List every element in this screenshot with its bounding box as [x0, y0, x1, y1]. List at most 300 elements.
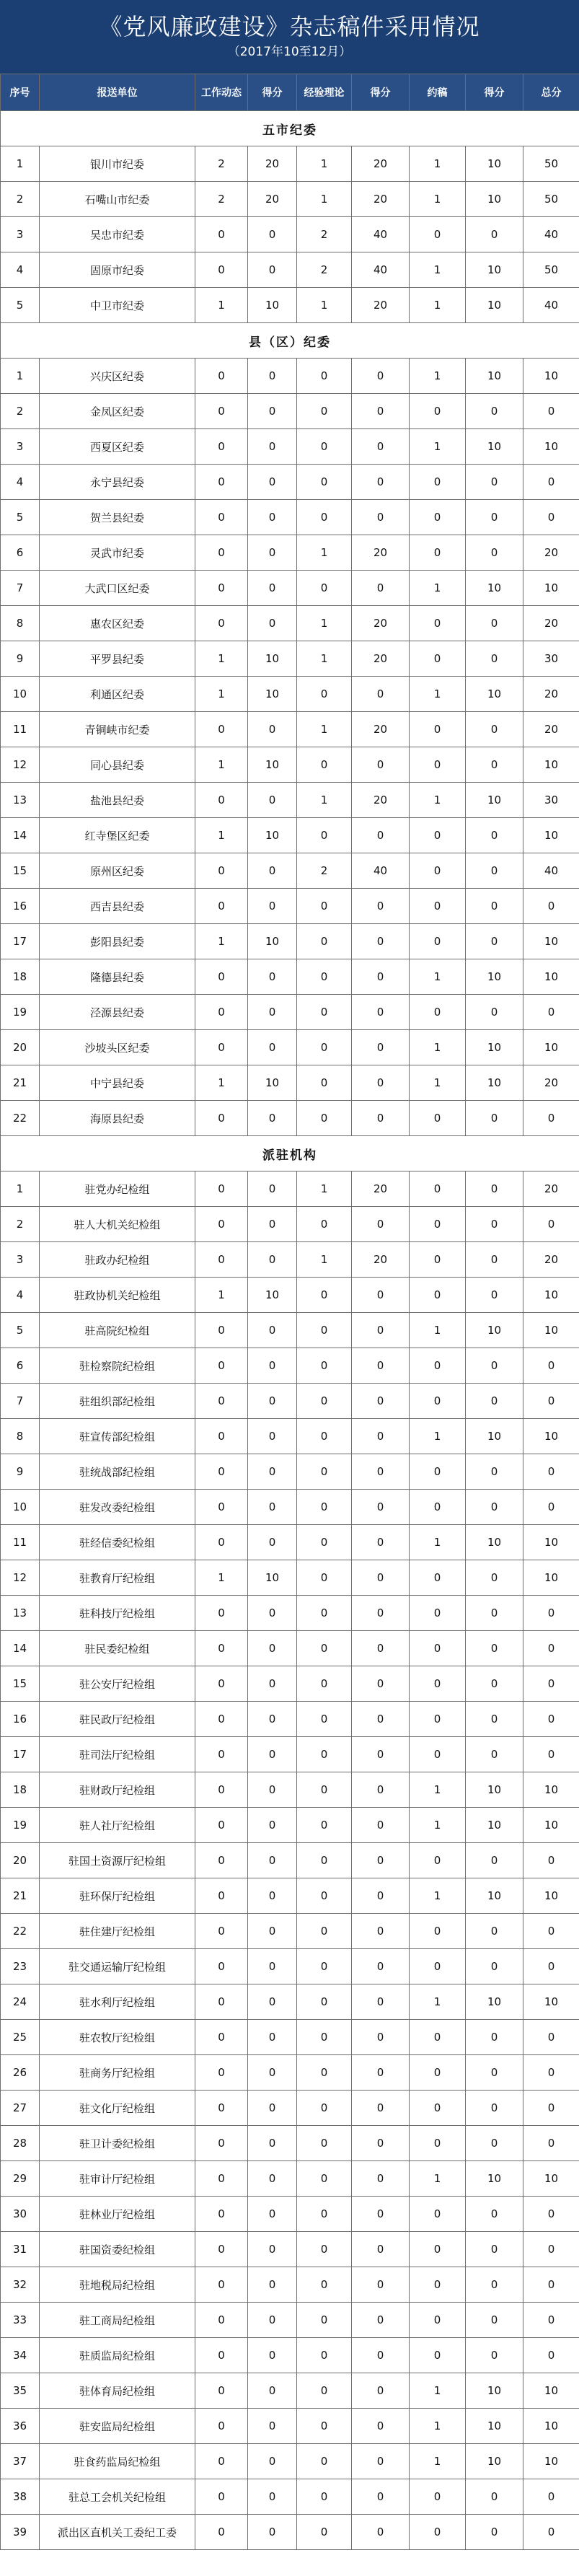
table-row — [1, 1419, 579, 1454]
row-experience-theory: 0 — [297, 995, 352, 1030]
row-work-news: 0 — [195, 712, 248, 747]
row-experience-theory: 0 — [297, 1030, 352, 1065]
row-index: 13 — [1, 1596, 40, 1631]
row-experience-theory-score: 0 — [352, 1030, 410, 1065]
row-unit: 驻公安厅纪检组 — [40, 1666, 195, 1702]
row-experience-theory-score: 0 — [352, 1737, 410, 1772]
row-commissioned: 1 — [410, 429, 466, 465]
row-experience-theory: 0 — [297, 1843, 352, 1878]
row-work-news-score: 0 — [248, 1843, 297, 1878]
row-experience-theory: 1 — [297, 535, 352, 571]
row-work-news: 0 — [195, 2373, 248, 2409]
row-experience-theory-score: 0 — [352, 1984, 410, 2020]
row-experience-theory: 0 — [297, 2232, 352, 2267]
row-work-news: 0 — [195, 1101, 248, 1136]
row-index: 38 — [1, 2479, 40, 2515]
row-commissioned-score: 0 — [466, 641, 523, 677]
row-experience-theory-score: 0 — [352, 1702, 410, 1737]
table-row — [1, 1490, 579, 1525]
row-unit: 驻国土资源厅纪检组 — [40, 1843, 195, 1878]
row-index: 22 — [1, 1914, 40, 1949]
row-experience-theory-score: 0 — [352, 2409, 410, 2444]
row-experience-theory: 0 — [297, 1313, 352, 1348]
row-experience-theory-score: 0 — [352, 2020, 410, 2055]
row-experience-theory-score: 40 — [352, 252, 410, 288]
table-row — [1, 818, 579, 853]
row-commissioned-score: 0 — [466, 1171, 523, 1207]
row-experience-theory-score: 0 — [352, 2126, 410, 2161]
row-experience-theory-score: 0 — [352, 2161, 410, 2197]
row-experience-theory: 0 — [297, 2267, 352, 2303]
row-commissioned-score: 0 — [466, 1666, 523, 1702]
row-unit: 驻民政厅纪检组 — [40, 1702, 195, 1737]
row-unit: 驻宣传部纪检组 — [40, 1419, 195, 1454]
row-experience-theory: 0 — [297, 1278, 352, 1313]
table-header-row — [1, 74, 579, 111]
row-index: 15 — [1, 853, 40, 889]
row-experience-theory-score: 0 — [352, 1631, 410, 1666]
row-work-news-score: 0 — [248, 2303, 297, 2338]
row-experience-theory-score: 0 — [352, 394, 410, 429]
row-total: 0 — [523, 1348, 579, 1384]
row-commissioned-score: 0 — [466, 924, 523, 959]
row-index: 28 — [1, 2126, 40, 2161]
row-unit: 驻组织部纪检组 — [40, 1384, 195, 1419]
row-unit: 西吉县纪委 — [40, 889, 195, 924]
row-work-news: 0 — [195, 1525, 248, 1560]
row-commissioned-score: 10 — [466, 677, 523, 712]
row-experience-theory: 0 — [297, 1772, 352, 1808]
table-row — [1, 1984, 579, 2020]
row-commissioned-score: 0 — [466, 2338, 523, 2373]
row-unit: 惠农区纪委 — [40, 606, 195, 641]
row-work-news: 0 — [195, 1666, 248, 1702]
row-unit: 银川市纪委 — [40, 146, 195, 182]
row-total: 50 — [523, 252, 579, 288]
row-commissioned-score: 0 — [466, 1596, 523, 1631]
table-row — [1, 394, 579, 429]
row-commissioned: 0 — [410, 2020, 466, 2055]
row-index: 21 — [1, 1065, 40, 1101]
row-experience-theory-score: 0 — [352, 1949, 410, 1984]
row-work-news: 0 — [195, 1384, 248, 1419]
row-index: 14 — [1, 818, 40, 853]
row-work-news-score: 0 — [248, 1772, 297, 1808]
row-experience-theory: 0 — [297, 1384, 352, 1419]
table-row — [1, 889, 579, 924]
row-experience-theory-score: 0 — [352, 1525, 410, 1560]
row-commissioned: 0 — [410, 818, 466, 853]
table-row — [1, 1101, 579, 1136]
row-commissioned: 0 — [410, 2303, 466, 2338]
row-work-news-score: 0 — [248, 995, 297, 1030]
row-work-news-score: 0 — [248, 1808, 297, 1843]
row-work-news-score: 0 — [248, 2232, 297, 2267]
table-row — [1, 747, 579, 783]
row-index: 31 — [1, 2232, 40, 2267]
row-total: 10 — [523, 924, 579, 959]
row-work-news-score: 0 — [248, 500, 297, 535]
row-unit: 兴庆区纪委 — [40, 359, 195, 394]
row-work-news: 0 — [195, 2020, 248, 2055]
table-row — [1, 465, 579, 500]
row-experience-theory: 0 — [297, 2197, 352, 2232]
row-work-news-score: 0 — [248, 2055, 297, 2091]
row-experience-theory-score: 0 — [352, 1313, 410, 1348]
row-total: 20 — [523, 1171, 579, 1207]
row-work-news-score: 0 — [248, 2267, 297, 2303]
row-total: 10 — [523, 1030, 579, 1065]
table-row — [1, 217, 579, 252]
row-index: 29 — [1, 2161, 40, 2197]
row-total: 0 — [523, 1490, 579, 1525]
row-commissioned-score: 10 — [466, 1525, 523, 1560]
row-experience-theory-score: 0 — [352, 2373, 410, 2409]
row-work-news-score: 0 — [248, 1101, 297, 1136]
row-experience-theory-score: 20 — [352, 1171, 410, 1207]
row-commissioned: 1 — [410, 182, 466, 217]
row-experience-theory: 0 — [297, 429, 352, 465]
row-work-news: 0 — [195, 2055, 248, 2091]
table-row — [1, 995, 579, 1030]
table-row — [1, 252, 579, 288]
row-experience-theory: 0 — [297, 1525, 352, 1560]
row-total: 0 — [523, 1666, 579, 1702]
row-commissioned-score: 0 — [466, 2020, 523, 2055]
section-header-row — [1, 323, 579, 359]
row-experience-theory: 1 — [297, 288, 352, 323]
row-experience-theory: 2 — [297, 217, 352, 252]
row-experience-theory-score: 0 — [352, 429, 410, 465]
row-total: 0 — [523, 2055, 579, 2091]
row-experience-theory-score: 20 — [352, 146, 410, 182]
row-commissioned-score: 10 — [466, 2444, 523, 2479]
column-header-commissioned-score: 得分 — [466, 74, 523, 111]
row-index: 26 — [1, 2055, 40, 2091]
row-work-news-score: 0 — [248, 783, 297, 818]
row-total: 20 — [523, 1242, 579, 1278]
row-commissioned: 1 — [410, 252, 466, 288]
row-commissioned-score: 0 — [466, 465, 523, 500]
row-commissioned-score: 0 — [466, 2091, 523, 2126]
row-index: 21 — [1, 1878, 40, 1914]
table-row — [1, 2303, 579, 2338]
row-unit: 驻水利厅纪检组 — [40, 1984, 195, 2020]
row-index: 5 — [1, 288, 40, 323]
row-experience-theory-score: 40 — [352, 853, 410, 889]
row-experience-theory-score: 0 — [352, 2091, 410, 2126]
row-work-news: 0 — [195, 1030, 248, 1065]
row-commissioned-score: 0 — [466, 995, 523, 1030]
row-work-news: 2 — [195, 146, 248, 182]
row-commissioned: 0 — [410, 2338, 466, 2373]
row-experience-theory-score: 0 — [352, 889, 410, 924]
row-total: 0 — [523, 465, 579, 500]
row-experience-theory-score: 0 — [352, 571, 410, 606]
row-index: 8 — [1, 606, 40, 641]
row-experience-theory-score: 0 — [352, 1419, 410, 1454]
row-work-news-score: 0 — [248, 2373, 297, 2409]
row-unit: 驻环保厅纪检组 — [40, 1878, 195, 1914]
table-row — [1, 2020, 579, 2055]
row-unit: 驻食药监局纪检组 — [40, 2444, 195, 2479]
row-work-news: 0 — [195, 394, 248, 429]
table-row — [1, 1278, 579, 1313]
row-commissioned-score: 0 — [466, 2515, 523, 2550]
row-total: 0 — [523, 2091, 579, 2126]
row-experience-theory-score: 0 — [352, 677, 410, 712]
row-work-news: 0 — [195, 959, 248, 995]
row-experience-theory-score: 0 — [352, 1914, 410, 1949]
row-total: 0 — [523, 1702, 579, 1737]
row-work-news-score: 0 — [248, 2126, 297, 2161]
row-unit: 驻体育局纪检组 — [40, 2373, 195, 2409]
row-index: 19 — [1, 995, 40, 1030]
row-commissioned: 1 — [410, 1313, 466, 1348]
row-experience-theory: 0 — [297, 2161, 352, 2197]
row-unit: 驻政办纪检组 — [40, 1242, 195, 1278]
row-work-news: 0 — [195, 1596, 248, 1631]
row-index: 4 — [1, 252, 40, 288]
row-experience-theory: 0 — [297, 1207, 352, 1242]
row-experience-theory: 1 — [297, 712, 352, 747]
table-row — [1, 1171, 579, 1207]
row-index: 2 — [1, 394, 40, 429]
row-commissioned-score: 10 — [466, 1313, 523, 1348]
table-row — [1, 853, 579, 889]
table-row — [1, 500, 579, 535]
table-row — [1, 1914, 579, 1949]
row-work-news: 0 — [195, 359, 248, 394]
column-header-total: 总分 — [523, 74, 579, 111]
row-experience-theory: 0 — [297, 2303, 352, 2338]
row-work-news-score: 20 — [248, 146, 297, 182]
row-work-news-score: 10 — [248, 924, 297, 959]
row-work-news-score: 0 — [248, 2161, 297, 2197]
row-experience-theory: 1 — [297, 1242, 352, 1278]
row-work-news: 1 — [195, 288, 248, 323]
table-row — [1, 571, 579, 606]
row-work-news-score: 10 — [248, 1278, 297, 1313]
row-work-news-score: 0 — [248, 535, 297, 571]
row-work-news-score: 0 — [248, 2479, 297, 2515]
page-subtitle: （2017年10至12月） — [227, 45, 352, 59]
row-work-news: 0 — [195, 2409, 248, 2444]
row-experience-theory-score: 0 — [352, 995, 410, 1030]
table-row — [1, 2338, 579, 2373]
row-commissioned-score: 10 — [466, 1065, 523, 1101]
row-experience-theory-score: 40 — [352, 217, 410, 252]
row-work-news: 0 — [195, 606, 248, 641]
row-unit: 驻商务厅纪检组 — [40, 2055, 195, 2091]
row-commissioned: 0 — [410, 995, 466, 1030]
row-total: 0 — [523, 1949, 579, 1984]
row-experience-theory-score: 20 — [352, 712, 410, 747]
row-experience-theory-score: 0 — [352, 2197, 410, 2232]
row-commissioned: 1 — [410, 1772, 466, 1808]
row-experience-theory: 0 — [297, 1454, 352, 1490]
row-experience-theory-score: 0 — [352, 1666, 410, 1702]
row-commissioned: 0 — [410, 2479, 466, 2515]
row-unit: 驻交通运输厅纪检组 — [40, 1949, 195, 1984]
row-unit: 盐池县纪委 — [40, 783, 195, 818]
table-row — [1, 677, 579, 712]
row-total: 0 — [523, 500, 579, 535]
row-commissioned-score: 10 — [466, 783, 523, 818]
row-unit: 大武口区纪委 — [40, 571, 195, 606]
row-total: 0 — [523, 1914, 579, 1949]
row-work-news-score: 0 — [248, 2409, 297, 2444]
row-commissioned: 0 — [410, 1596, 466, 1631]
row-unit: 灵武市纪委 — [40, 535, 195, 571]
row-work-news-score: 0 — [248, 2338, 297, 2373]
row-commissioned-score: 0 — [466, 2232, 523, 2267]
row-work-news: 0 — [195, 1171, 248, 1207]
table-row — [1, 1878, 579, 1914]
table-row — [1, 1949, 579, 1984]
row-experience-theory-score: 20 — [352, 641, 410, 677]
table-row — [1, 1772, 579, 1808]
row-commissioned: 0 — [410, 465, 466, 500]
row-commissioned-score: 0 — [466, 2303, 523, 2338]
row-commissioned-score: 10 — [466, 2161, 523, 2197]
row-work-news: 0 — [195, 1631, 248, 1666]
row-experience-theory-score: 0 — [352, 747, 410, 783]
row-commissioned-score: 10 — [466, 359, 523, 394]
row-experience-theory: 0 — [297, 2055, 352, 2091]
row-commissioned-score: 10 — [466, 2409, 523, 2444]
row-commissioned: 1 — [410, 2444, 466, 2479]
row-experience-theory: 1 — [297, 606, 352, 641]
row-total: 30 — [523, 783, 579, 818]
row-index: 14 — [1, 1631, 40, 1666]
row-work-news: 0 — [195, 252, 248, 288]
row-total: 0 — [523, 2126, 579, 2161]
row-total: 0 — [523, 2232, 579, 2267]
section-header-row — [1, 111, 579, 146]
table-row — [1, 641, 579, 677]
row-commissioned-score: 10 — [466, 1984, 523, 2020]
row-work-news-score: 0 — [248, 252, 297, 288]
row-work-news: 0 — [195, 995, 248, 1030]
row-unit: 吴忠市纪委 — [40, 217, 195, 252]
table-row — [1, 1242, 579, 1278]
row-work-news-score: 0 — [248, 2020, 297, 2055]
row-total: 40 — [523, 217, 579, 252]
row-total: 20 — [523, 712, 579, 747]
row-experience-theory: 0 — [297, 359, 352, 394]
row-commissioned-score: 0 — [466, 1384, 523, 1419]
column-header-unit: 报送单位 — [40, 74, 195, 111]
row-index: 35 — [1, 2373, 40, 2409]
row-index: 27 — [1, 2091, 40, 2126]
row-work-news: 0 — [195, 1878, 248, 1914]
row-experience-theory-score: 0 — [352, 1348, 410, 1384]
row-commissioned: 0 — [410, 1737, 466, 1772]
row-experience-theory-score: 0 — [352, 1878, 410, 1914]
row-work-news-score: 0 — [248, 1666, 297, 1702]
row-index: 4 — [1, 1278, 40, 1313]
row-index: 12 — [1, 747, 40, 783]
table-row — [1, 429, 579, 465]
row-work-news-score: 0 — [248, 571, 297, 606]
row-commissioned: 0 — [410, 1843, 466, 1878]
row-commissioned: 0 — [410, 1490, 466, 1525]
row-index: 25 — [1, 2020, 40, 2055]
row-index: 6 — [1, 1348, 40, 1384]
row-commissioned-score: 0 — [466, 1101, 523, 1136]
row-commissioned: 1 — [410, 959, 466, 995]
row-total: 20 — [523, 677, 579, 712]
row-work-news-score: 0 — [248, 2091, 297, 2126]
row-commissioned: 0 — [410, 1560, 466, 1596]
row-experience-theory-score: 20 — [352, 182, 410, 217]
document-header — [0, 0, 579, 74]
table-row — [1, 2232, 579, 2267]
row-experience-theory: 0 — [297, 2126, 352, 2161]
row-index: 34 — [1, 2338, 40, 2373]
row-unit: 驻安监局纪检组 — [40, 2409, 195, 2444]
row-unit: 贺兰县纪委 — [40, 500, 195, 535]
row-commissioned-score: 10 — [466, 182, 523, 217]
row-work-news-score: 0 — [248, 959, 297, 995]
table-row — [1, 2267, 579, 2303]
row-unit: 驻政协机关纪检组 — [40, 1278, 195, 1313]
table-row — [1, 2373, 579, 2409]
row-experience-theory: 0 — [297, 1101, 352, 1136]
row-experience-theory-score: 20 — [352, 1242, 410, 1278]
row-index: 8 — [1, 1419, 40, 1454]
row-index: 7 — [1, 1384, 40, 1419]
row-work-news-score: 0 — [248, 2444, 297, 2479]
row-work-news-score: 0 — [248, 2197, 297, 2232]
row-work-news-score: 0 — [248, 606, 297, 641]
row-experience-theory: 1 — [297, 146, 352, 182]
row-total: 0 — [523, 1843, 579, 1878]
row-work-news-score: 10 — [248, 1560, 297, 1596]
row-work-news: 0 — [195, 465, 248, 500]
row-experience-theory-score: 0 — [352, 1560, 410, 1596]
row-unit: 驻工商局纪检组 — [40, 2303, 195, 2338]
row-experience-theory: 0 — [297, 2409, 352, 2444]
row-experience-theory-score: 0 — [352, 2479, 410, 2515]
row-unit: 驻经信委纪检组 — [40, 1525, 195, 1560]
table-row — [1, 1560, 579, 1596]
table-row — [1, 2197, 579, 2232]
row-commissioned-score: 10 — [466, 252, 523, 288]
row-work-news: 1 — [195, 1065, 248, 1101]
row-unit: 驻住建厅纪检组 — [40, 1914, 195, 1949]
row-experience-theory: 1 — [297, 182, 352, 217]
row-commissioned-score: 10 — [466, 1419, 523, 1454]
row-experience-theory-score: 0 — [352, 2444, 410, 2479]
table-row — [1, 1737, 579, 1772]
row-work-news-score: 0 — [248, 394, 297, 429]
row-commissioned-score: 0 — [466, 394, 523, 429]
row-commissioned: 0 — [410, 747, 466, 783]
row-commissioned-score: 0 — [466, 1207, 523, 1242]
row-index: 24 — [1, 1984, 40, 2020]
row-work-news: 0 — [195, 2515, 248, 2550]
row-index: 11 — [1, 1525, 40, 1560]
row-experience-theory: 1 — [297, 783, 352, 818]
row-unit: 利通区纪委 — [40, 677, 195, 712]
row-work-news-score: 0 — [248, 1030, 297, 1065]
table-row — [1, 2409, 579, 2444]
row-index: 4 — [1, 465, 40, 500]
row-commissioned-score: 0 — [466, 1348, 523, 1384]
row-total: 0 — [523, 2267, 579, 2303]
